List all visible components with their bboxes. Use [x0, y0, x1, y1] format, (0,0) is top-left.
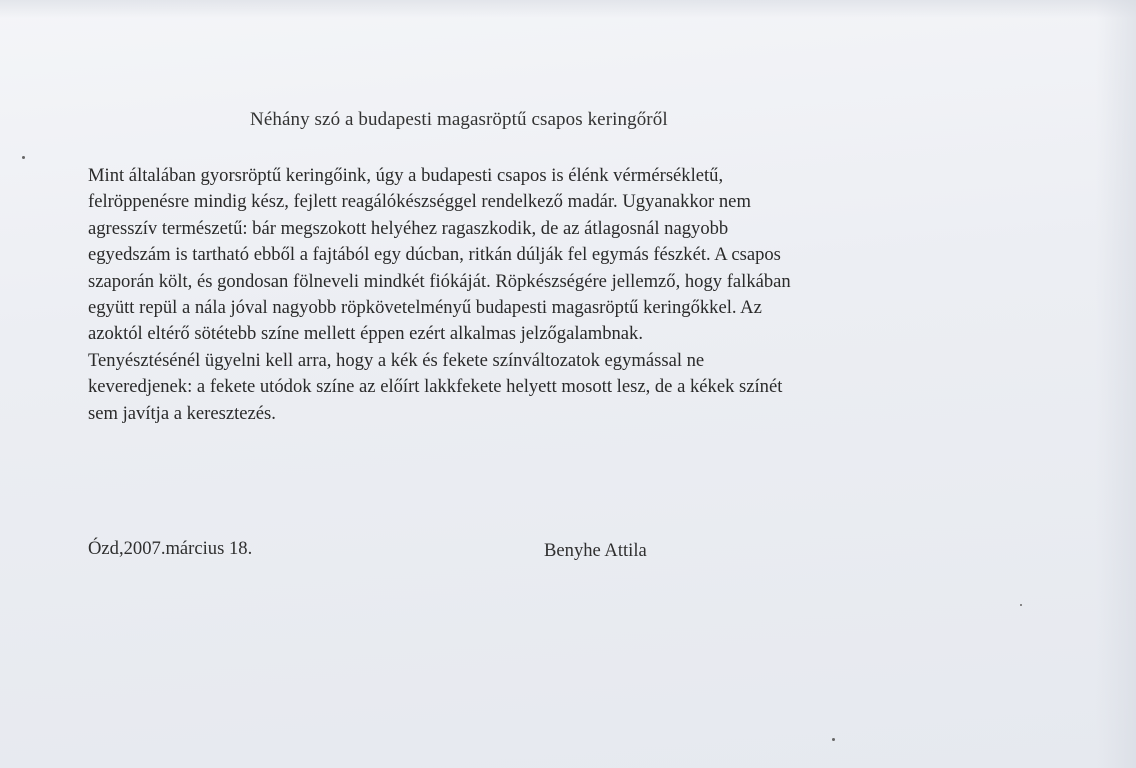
place-and-date: Ózd,2007.március 18. — [88, 538, 253, 559]
body-line: Tenyésztésénél ügyelni kell arra, hogy a kék és fekete színváltozatok egymással ne — [88, 349, 705, 371]
author-name: Benyhe Attila — [544, 540, 647, 561]
body-line: keveredjenek: a fekete utódok színe az előírt lakkfekete helyett mosott lesz, de a kékek színét — [88, 376, 783, 398]
body-line: agresszív természetű: bár megszokott helyéhez ragaszkodik, de az átlagosnál nagyobb — [88, 217, 729, 239]
body-line: Mint általában gyorsröptű keringőink, úgy a budapesti csapos is élénk vérmérsékletű, — [88, 165, 724, 186]
scan-speck — [1020, 604, 1022, 606]
body-line: egyedszám is tartható ebből a fajtából egy dúcban, ritkán dúlják fel egymás fészkét. A csapos — [88, 244, 781, 266]
scan-speck — [832, 738, 835, 741]
document-title: Néhány szó a budapesti magasröptű csapos keringőről — [250, 109, 668, 130]
document-body — [88, 163, 1048, 427]
scan-shadow-top — [0, 0, 1136, 18]
body-line: felröppenésre mindig kész, fejlett reagálókészséggel rendelkező madár. Ugyanakkor nem — [88, 191, 751, 213]
body-line: sem javítja a keresztezés. — [88, 402, 276, 424]
body-line: szaporán költ, és gondosan fölneveli mindkét fiókáját. Röpkészségére jellemző, hogy falkában — [88, 270, 791, 292]
body-line: együtt repül a nála jóval nagyobb röpkövetelményű budapesti magasröptű keringőkkel. Az — [88, 296, 762, 318]
scan-speck — [22, 156, 25, 159]
scan-shadow-right — [1096, 0, 1136, 768]
body-line: azoktól eltérő sötétebb színe mellett éppen ezért alkalmas jelzőgalambnak. — [88, 323, 643, 345]
